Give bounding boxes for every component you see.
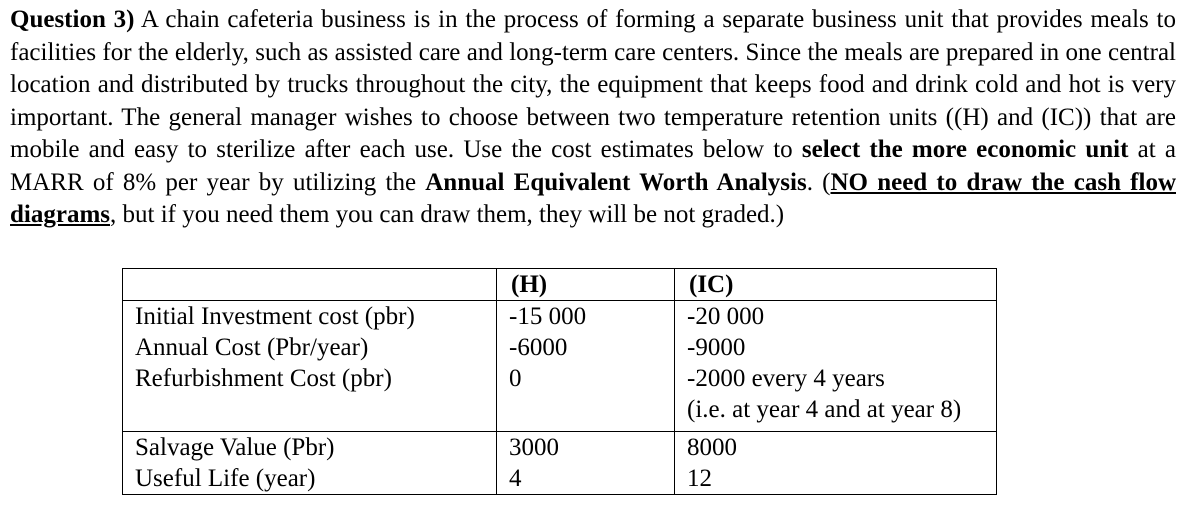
table-header-ic: (IC) [675,269,997,301]
question-number: Question 3) [10,6,135,33]
table-row [123,432,997,464]
row-label-annual-cost: Annual Cost (Pbr/year) [123,332,497,363]
cell-ic-annual-cost: -9000 [675,332,997,363]
question-bold-method: Annual Equivalent Worth Analysis [425,168,807,196]
cell-ic-initial-investment: -20 000 [675,301,997,333]
row-label-initial-investment: Initial Investment cost (pbr) [123,301,497,333]
table-header-h: (H) [497,269,675,301]
question-underlined-note: NO need to draw the cash flow diagrams [10,168,1176,228]
table-row [123,301,997,333]
question-text-part-1: A chain cafeteria business is in the process of forming a separate business unit that provides meals to facilities for the elderly, such as assisted care and long-term care centers. Since the meals are prepared in one central location and distributed by trucks throughout the city, the equipment that keeps food and drink cold and hot is very important. The general manager wishes to choose between two temperature retention units ((H) and (IC)) that are mobile and easy to sterilize after each use. Use the cost estimates below to [10,6,1176,163]
table-row [123,463,997,495]
question-text-part-3: . ( [806,168,831,196]
table-header-empty-cell [123,269,497,301]
cell-h-salvage-value: 3000 [497,432,675,464]
question-bold-select-unit: select the more economic unit [801,136,1129,163]
table-row [123,363,997,425]
cell-h-refurbishment: 0 [497,363,675,425]
question-paragraph [10,4,1176,232]
cell-ic-refurbishment-note: (i.e. at year 4 and at year 8) [687,396,962,423]
cell-ic-salvage-value: 8000 [675,432,997,464]
cell-h-useful-life: 4 [497,463,675,495]
question-text-part-2: at a MARR of 8% per year by utilizing the [10,136,1176,196]
cell-h-annual-cost: -6000 [497,332,675,363]
cell-ic-useful-life: 12 [675,463,997,495]
row-label-refurbishment: Refurbishment Cost (pbr) [123,363,497,425]
row-label-useful-life: Useful Life (year) [123,463,497,495]
cell-ic-refurbishment [675,363,997,425]
cell-ic-refurbishment-value: -2000 every 4 years [687,365,885,392]
question-text-part-4: , but if you need them you can draw them, they will be not graded.) [110,201,785,228]
cell-h-initial-investment: -15 000 [497,301,675,333]
row-label-salvage-value: Salvage Value (Pbr) [123,432,497,464]
table-header-row [123,269,997,301]
table-row [123,332,997,363]
cost-estimates-table [122,268,997,495]
